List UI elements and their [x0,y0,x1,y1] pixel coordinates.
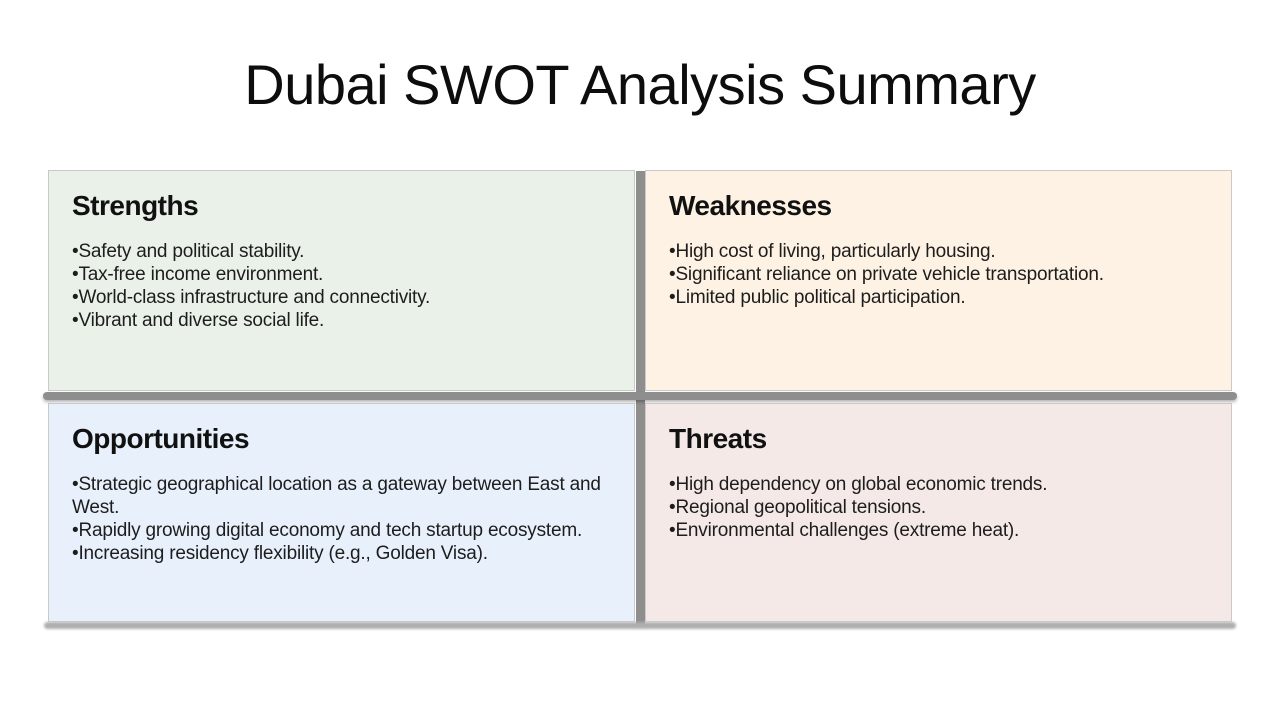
list-item: • Environmental challenges (extreme heat). [669,519,1205,542]
list-item: • High dependency on global economic trends. [669,473,1205,496]
opportunities-list [72,473,608,565]
threats-list [669,473,1205,542]
strengths-list [72,240,608,332]
list-item: • High cost of living, particularly housing. [669,240,1205,263]
threats-title: Threats [669,423,767,454]
divider-horizontal [43,392,1237,400]
opportunities-title: Opportunities [72,423,250,454]
list-item: • World-class infrastructure and connectivity. [72,286,608,309]
list-item: • Rapidly growing digital economy and tech startup ecosystem. [72,519,608,542]
list-item: • Limited public political participation. [669,286,1205,309]
list-item: • Strategic geographical location as a gateway between East and West. [72,473,608,519]
bottom-shadow [44,622,1236,629]
list-item: • Significant reliance on private vehicle transportation. [669,263,1205,286]
list-item: • Regional geopolitical tensions. [669,496,1205,519]
opportunities-quadrant [48,403,635,622]
list-item: • Safety and political stability. [72,240,608,263]
page-title: Dubai SWOT Analysis Summary [244,53,1036,116]
list-item: • Increasing residency flexibility (e.g., Golden Visa). [72,542,608,565]
swot-grid [48,170,1232,622]
strengths-title: Strengths [72,190,199,221]
weaknesses-quadrant [645,170,1232,391]
weaknesses-title: Weaknesses [669,190,832,221]
list-item: • Vibrant and diverse social life. [72,309,608,332]
weaknesses-list [669,240,1205,309]
strengths-quadrant [48,170,635,391]
threats-quadrant [645,403,1232,622]
list-item: • Tax-free income environment. [72,263,608,286]
